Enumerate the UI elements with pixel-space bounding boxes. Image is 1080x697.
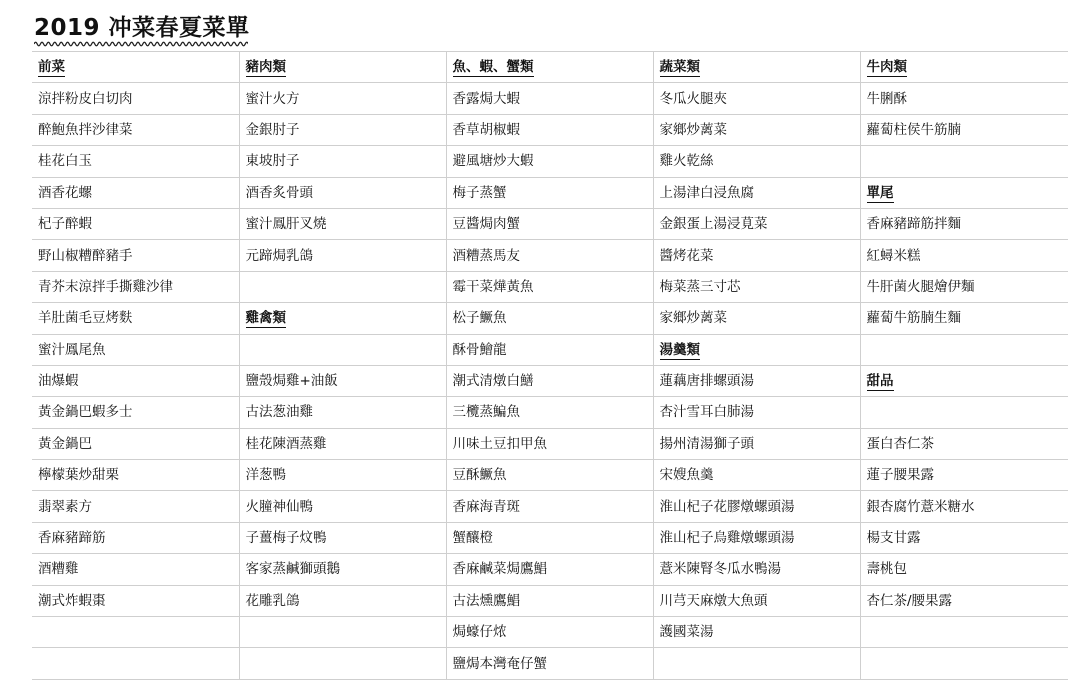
menu-row: [32, 334, 1068, 365]
dish-item: [32, 146, 239, 177]
dish-name: 元蹄焗乳鴿: [245, 247, 313, 264]
dish-item: [653, 522, 860, 553]
menu-row: [32, 617, 1068, 648]
dish-item: [239, 554, 446, 585]
dish-name: 鹽焗本灣奄仔蟹: [452, 655, 547, 672]
category-heading: [239, 52, 446, 83]
dish-name: 冬瓜火腿夾: [659, 90, 727, 107]
dish-item: [446, 303, 653, 334]
dish-name: 青芥末涼拌手撕雞沙律: [38, 278, 173, 295]
dish-name: 上湯津白浸魚腐: [659, 184, 754, 201]
dish-item: [32, 303, 239, 334]
menu-row: [32, 554, 1068, 585]
empty-cell: [860, 617, 1068, 648]
empty-cell: [32, 617, 239, 648]
dish-item: [446, 177, 653, 208]
dish-item: [653, 428, 860, 459]
dish-item: [653, 303, 860, 334]
dish-item: [239, 114, 446, 145]
dish-item: [32, 554, 239, 585]
menu-row: [32, 522, 1068, 553]
empty-cell: [239, 617, 446, 648]
dish-item: [653, 208, 860, 239]
dish-name: 黃金鍋巴蝦多士: [38, 404, 133, 421]
dish-item: [653, 491, 860, 522]
dish-name: 酒香花螺: [38, 184, 92, 201]
dish-name: 香麻鹹菜焗鷹鯧: [452, 561, 547, 578]
dish-name: 香草胡椒蝦: [452, 121, 520, 138]
dish-name: 鹽殼焗雞+油飯: [245, 373, 338, 390]
dish-item: [446, 208, 653, 239]
dish-name: 杏仁茶/腰果露: [866, 592, 953, 609]
dish-name: 蛋白杏仁茶: [866, 435, 934, 452]
dish-item: [446, 522, 653, 553]
dish-name: 洋葱鴨: [245, 467, 286, 484]
dish-name: 子薑梅子炆鴨: [245, 530, 327, 547]
dish-item: [446, 585, 653, 616]
dish-name: 避風塘炒大蝦: [452, 153, 534, 170]
category-heading: [653, 334, 860, 365]
empty-cell: [860, 648, 1068, 679]
page-title: 2019 冲菜春夏菜單: [34, 15, 250, 41]
dish-name: 雞火乾絲: [659, 153, 714, 170]
dish-item: [32, 460, 239, 491]
dish-name: 梅菜蒸三寸芯: [659, 278, 741, 295]
dish-name: 蜜汁火方: [245, 90, 300, 107]
dish-item: [860, 240, 1068, 271]
dish-item: [239, 208, 446, 239]
dish-item: [446, 365, 653, 396]
dish-item: [32, 83, 239, 114]
dish-name: 蓮子腰果露: [866, 467, 934, 484]
dish-name: 淮山杞子烏雞燉螺頭湯: [659, 530, 795, 547]
dish-item: [239, 491, 446, 522]
dish-name: 宋嫂魚羹: [659, 467, 714, 484]
dish-item: [239, 83, 446, 114]
category-heading-label: 雞禽類: [245, 310, 286, 327]
dish-item: [446, 271, 653, 302]
dish-item: [653, 397, 860, 428]
category-heading: [239, 303, 446, 334]
dish-name: 翡翠素方: [38, 498, 92, 515]
dish-name: 銀杏腐竹薏米糖水: [866, 498, 975, 515]
dish-item: [653, 365, 860, 396]
dish-item: [446, 114, 653, 145]
menu-table: [32, 51, 1068, 680]
dish-name: 古法燻鷹鯧: [452, 592, 520, 609]
dish-item: [446, 428, 653, 459]
dish-item: [653, 271, 860, 302]
dish-item: [860, 491, 1068, 522]
dish-item: [653, 585, 860, 616]
dish-item: [653, 146, 860, 177]
dish-name: 野山椒糟醉豬手: [38, 247, 133, 264]
dish-name: 客家蒸鹹獅頭鵝: [245, 561, 340, 578]
menu-row: [32, 177, 1068, 208]
dish-item: [239, 146, 446, 177]
category-heading-label: 湯羹類: [659, 341, 700, 358]
dish-name: 香麻豬蹄筋: [38, 530, 106, 547]
menu-row: [32, 365, 1068, 396]
dish-item: [239, 522, 446, 553]
dish-item: [32, 491, 239, 522]
dish-item: [32, 177, 239, 208]
dish-item: [32, 397, 239, 428]
menu-row: [32, 271, 1068, 302]
dish-name: 家鄉炒蓠菜: [659, 310, 727, 327]
dish-name: 醬烤花菜: [659, 247, 714, 264]
dish-item: [653, 114, 860, 145]
dish-name: 三欖蒸鯿魚: [452, 404, 520, 421]
dish-item: [653, 617, 860, 648]
category-heading-label: 豬肉類: [245, 59, 286, 76]
empty-cell: [32, 648, 239, 679]
dish-item: [32, 522, 239, 553]
menu-row: [32, 83, 1068, 114]
dish-name: 桂花白玉: [38, 153, 92, 170]
dish-name: 酒香炙骨頭: [245, 184, 313, 201]
dish-name: 酒糟蒸馬友: [452, 247, 520, 264]
category-heading-label: 甜品: [866, 373, 894, 390]
dish-item: [860, 271, 1068, 302]
empty-cell: [653, 648, 860, 679]
dish-item: [446, 554, 653, 585]
dish-item: [239, 177, 446, 208]
menu-row: [32, 491, 1068, 522]
dish-name: 蘿蔔牛筋腩生麵: [866, 310, 961, 327]
dish-name: 豆醬焗肉蟹: [452, 216, 520, 233]
dish-name: 醉鮑魚拌沙律菜: [38, 121, 133, 138]
dish-name: 花雕乳鴿: [245, 592, 300, 609]
dish-name: 牛脷酥: [866, 90, 907, 107]
dish-item: [653, 554, 860, 585]
dish-name: 潮式清燉白鱔: [452, 373, 534, 390]
dish-name: 蜜汁鳳尾魚: [38, 341, 106, 358]
dish-name: 楊支甘露: [866, 530, 921, 547]
dish-name: 杏汁雪耳白肺湯: [659, 404, 754, 421]
dish-item: [239, 397, 446, 428]
dish-name: 檸檬葉炒甜栗: [38, 467, 119, 484]
menu-row: [32, 240, 1068, 271]
dish-item: [446, 460, 653, 491]
dish-name: 霉干菜燁黃魚: [452, 278, 534, 295]
dish-name: 蟹釀橙: [452, 530, 493, 547]
dish-item: [446, 397, 653, 428]
dish-item: [860, 83, 1068, 114]
menu-row: [32, 114, 1068, 145]
menu-row: [32, 303, 1068, 334]
dish-item: [446, 83, 653, 114]
menu-row: [32, 52, 1068, 83]
empty-cell: [860, 146, 1068, 177]
dish-name: 桂花陳酒蒸雞: [245, 435, 327, 452]
menu-row: [32, 585, 1068, 616]
category-heading-label: 單尾: [866, 184, 894, 201]
dish-name: 梅子蒸蟹: [452, 184, 507, 201]
dish-name: 淮山杞子花膠燉螺頭湯: [659, 498, 795, 515]
dish-item: [446, 146, 653, 177]
dish-name: 黃金鍋巴: [38, 435, 92, 452]
dish-item: [239, 365, 446, 396]
menu-row: [32, 208, 1068, 239]
menu-row: [32, 397, 1068, 428]
category-heading: [860, 52, 1068, 83]
dish-item: [32, 585, 239, 616]
dish-name: 焗蠔仔㶶: [452, 624, 507, 641]
dish-name: 火膧神仙鴨: [245, 498, 313, 515]
category-heading-label: 魚、蝦、蟹類: [452, 59, 534, 76]
category-heading: [32, 52, 239, 83]
dish-name: 壽桃包: [866, 561, 907, 578]
dish-name: 古法葱油雞: [245, 404, 313, 421]
dish-item: [653, 240, 860, 271]
dish-item: [239, 240, 446, 271]
menu-row: [32, 428, 1068, 459]
dish-item: [446, 334, 653, 365]
dish-item: [860, 522, 1068, 553]
dish-item: [32, 271, 239, 302]
title-wavy-underline: [34, 40, 248, 48]
dish-name: 川芎天麻燉大魚頭: [659, 592, 768, 609]
dish-item: [860, 554, 1068, 585]
empty-cell: [239, 334, 446, 365]
dish-item: [32, 240, 239, 271]
empty-cell: [239, 648, 446, 679]
dish-name: 香露焗大蝦: [452, 90, 520, 107]
dish-name: 酥骨鱠龍: [452, 341, 507, 358]
dish-name: 家鄉炒蓠菜: [659, 121, 727, 138]
category-heading: [653, 52, 860, 83]
dish-item: [860, 460, 1068, 491]
dish-name: 揚州清湯獅子頭: [659, 435, 754, 452]
dish-item: [32, 114, 239, 145]
dish-item: [860, 585, 1068, 616]
empty-cell: [860, 334, 1068, 365]
dish-item: [239, 460, 446, 491]
dish-name: 護國菜湯: [659, 624, 714, 641]
empty-cell: [239, 271, 446, 302]
dish-item: [32, 208, 239, 239]
dish-item: [446, 240, 653, 271]
dish-item: [446, 648, 653, 679]
dish-item: [860, 428, 1068, 459]
category-heading: [860, 177, 1068, 208]
dish-item: [653, 177, 860, 208]
dish-item: [32, 365, 239, 396]
dish-item: [239, 585, 446, 616]
dish-item: [446, 617, 653, 648]
dish-name: 羊肚菌毛豆烤麩: [38, 310, 133, 327]
dish-item: [653, 83, 860, 114]
dish-item: [860, 303, 1068, 334]
dish-name: 川味土豆扣甲魚: [452, 435, 547, 452]
category-heading: [446, 52, 653, 83]
category-heading-label: 蔬菜類: [659, 59, 700, 76]
dish-name: 香麻海青斑: [452, 498, 520, 515]
dish-name: 牛肝菌火腿燴伊麵: [866, 278, 975, 295]
dish-item: [653, 460, 860, 491]
dish-name: 杞子醉蝦: [38, 216, 92, 233]
dish-item: [239, 428, 446, 459]
category-heading: [860, 365, 1068, 396]
dish-item: [32, 334, 239, 365]
dish-name: 薏米陳腎冬瓜水鴨湯: [659, 561, 781, 578]
empty-cell: [860, 397, 1068, 428]
dish-name: 油爆蝦: [38, 373, 79, 390]
dish-name: 蜜汁鳳肝叉燒: [245, 216, 327, 233]
dish-name: 蓮藕唐排螺頭湯: [659, 373, 754, 390]
dish-item: [860, 208, 1068, 239]
menu-row: [32, 146, 1068, 177]
dish-item: [860, 114, 1068, 145]
dish-name: 蘿蔔柱侯牛筋腩: [866, 121, 961, 138]
category-heading-label: 前菜: [38, 59, 65, 76]
dish-name: 酒糟雞: [38, 561, 79, 578]
dish-name: 金銀蛋上湯浸莧菜: [659, 216, 768, 233]
menu-row: [32, 648, 1068, 679]
dish-name: 松子鱖魚: [452, 310, 507, 327]
dish-name: 紅蟳米糕: [866, 247, 921, 264]
dish-name: 潮式炸蝦棗: [38, 592, 106, 609]
dish-name: 豆酥鱖魚: [452, 467, 507, 484]
dish-name: 香麻豬蹄筋拌麵: [866, 216, 961, 233]
menu-row: [32, 460, 1068, 491]
dish-name: 金銀肘子: [245, 121, 300, 138]
dish-name: 涼拌粉皮白切肉: [38, 90, 133, 107]
category-heading-label: 牛肉類: [866, 59, 907, 76]
dish-name: 東坡肘子: [245, 153, 300, 170]
dish-item: [446, 491, 653, 522]
dish-item: [32, 428, 239, 459]
